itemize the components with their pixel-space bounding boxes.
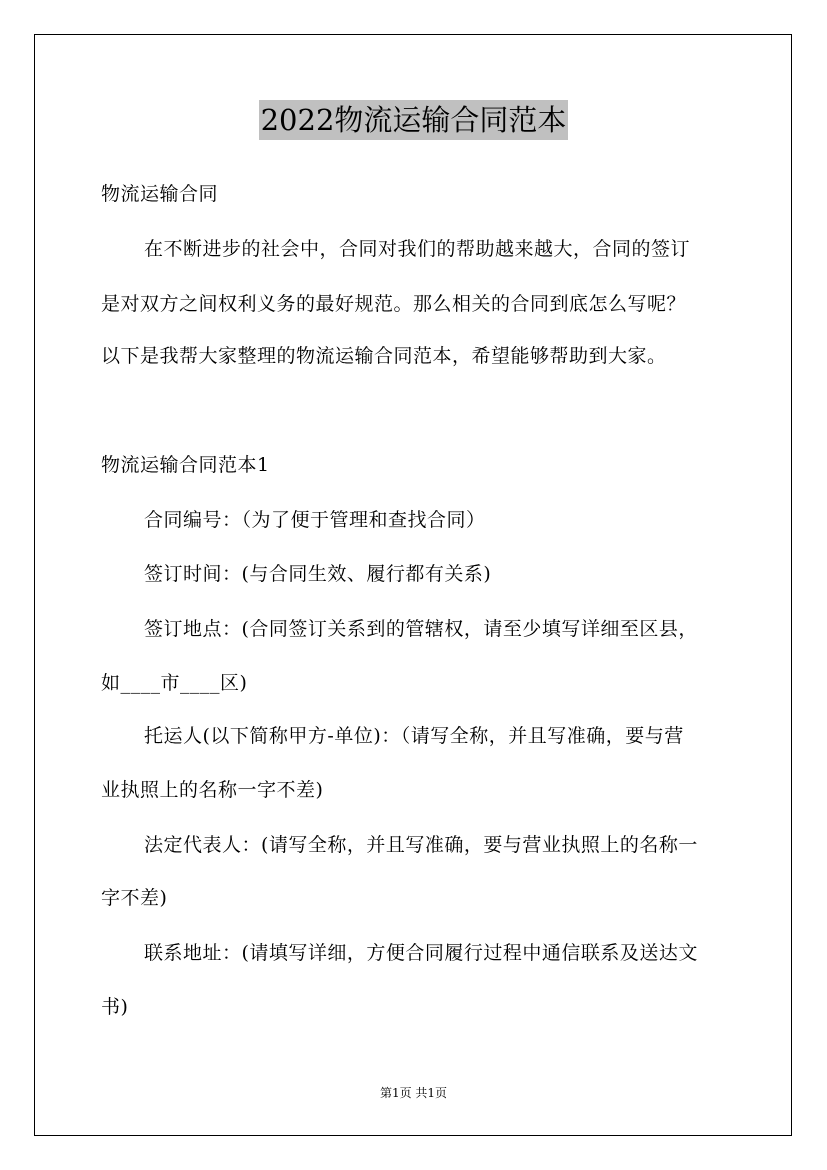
- contract-field-consignor: 托运人(以下简称甲方-单位)：（请写全称，并且写准确，要与营: [144, 725, 684, 747]
- document-title: 2022物流运输合同范本: [259, 100, 569, 140]
- contract-field-address-continued: 书): [101, 996, 129, 1018]
- contract-field-place-continued: 如____市____区): [101, 672, 248, 694]
- paragraph-line: 在不断进步的社会中，合同对我们的帮助越来越大，合同的签订: [144, 238, 691, 260]
- contract-field-number: 合同编号：（为了便于管理和查找合同）: [144, 509, 486, 531]
- page-footer: 第1页 共1页: [379, 1086, 448, 1100]
- paragraph-line: 是对双方之间权利义务的最好规范。那么相关的合同到底怎么写呢？: [101, 293, 687, 315]
- contract-field-legal-rep-continued: 字不差): [101, 887, 168, 909]
- contract-field-address: 联系地址：(请填写详细，方便合同履行过程中通信联系及送达文: [144, 942, 698, 964]
- contract-field-place: 签订地点：(合同签订关系到的管辖权，请至少填写详细至区县，: [144, 618, 698, 640]
- paragraph-line: 以下是我帮大家整理的物流运输合同范本，希望能够帮助到大家。: [101, 345, 667, 367]
- section-heading: 物流运输合同: [101, 183, 219, 205]
- section-heading: 物流运输合同范本1: [101, 454, 270, 476]
- contract-field-consignor-continued: 业执照上的名称一字不差): [101, 779, 324, 801]
- title-container: [0, 100, 827, 140]
- contract-field-legal-rep: 法定代表人：(请写全称，并且写准确，要与营业执照上的名称一: [144, 834, 698, 856]
- contract-field-date: 签订时间：(与合同生效、履行都有关系): [144, 563, 492, 585]
